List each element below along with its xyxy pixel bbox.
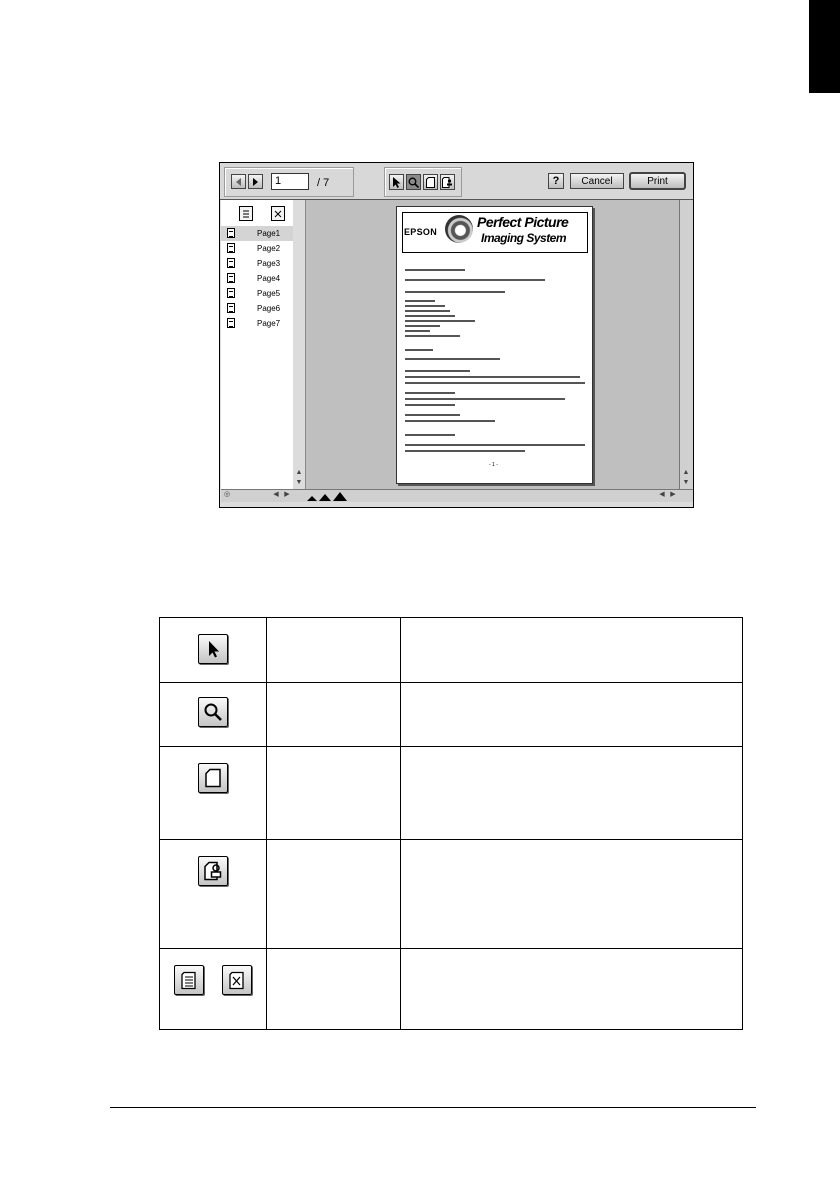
text-line [405,305,445,307]
icon-cell [160,949,267,1030]
page-tool-button[interactable] [423,174,438,190]
page-list-label: Page7 [257,319,281,328]
text-line [405,349,433,351]
brand-title-line-1: Perfect Picture [477,214,569,230]
text-line [405,330,430,332]
page-list-item[interactable] [221,226,293,241]
text-line [405,434,455,436]
text-line [405,315,455,317]
icon-cell [160,747,267,840]
text-line [405,279,545,281]
page-number-input[interactable]: 1 [271,173,309,190]
zoom-magnifier-icon [408,177,419,188]
scroll-left-arrow-icon[interactable]: ◀ [659,491,665,498]
remove-page-icon [222,965,252,995]
description-cell [401,840,743,949]
scroll-right-arrow-icon[interactable]: ▶ [670,491,676,498]
page-list [221,226,293,331]
text-line [405,300,435,302]
zoom-magnifier-icon [198,697,228,727]
footer-rule [110,1107,756,1108]
text-line [405,404,455,406]
page-total-label: / 7 [317,177,330,189]
page-list-label: Page2 [257,244,281,253]
table-row [160,747,743,840]
text-line [405,310,450,312]
text-line [405,269,465,271]
text-line [405,398,565,400]
page-thumbnail-icon [227,303,235,313]
sidebar-scrollbar[interactable] [293,200,306,489]
preview-page-number: - 1 - [489,462,498,468]
arrow-pointer-icon [392,177,401,188]
page-list-label: Page4 [257,274,281,283]
page-thumbnail-icon [227,228,235,238]
name-cell [267,949,401,1030]
text-line [405,325,440,327]
cancel-button[interactable]: Cancel [570,173,624,189]
remove-page-glyph [272,207,284,220]
scroll-left-arrow-icon[interactable]: ◀ [273,491,279,498]
text-line [405,335,460,337]
previous-page-button[interactable] [231,174,246,189]
preview-vertical-scrollbar[interactable] [679,200,693,489]
preview-page [396,206,593,484]
tool-group [384,167,462,197]
text-line [405,370,470,372]
toolbar-reference-table [159,617,743,1030]
table-row [160,683,743,747]
page-list-item[interactable] [221,316,293,331]
page-thumbnail-icon [227,243,235,253]
page-icon [426,177,435,188]
resize-grip-icon[interactable]: ◎ [223,491,231,498]
page-list-item[interactable] [221,286,293,301]
name-cell [267,747,401,840]
name-cell [267,683,401,747]
preview-area [306,200,679,489]
name-cell [267,840,401,949]
scroll-down-arrow-icon[interactable]: ▼ [682,479,690,486]
chapter-tab [809,0,840,93]
epson-logo-text: EPSON [404,227,438,237]
add-page-glyph [240,207,252,220]
add-page-icon[interactable] [239,206,253,221]
arrow-left-icon [236,178,241,186]
description-cell [401,747,743,840]
next-page-button[interactable] [248,174,263,189]
scroll-up-arrow-icon[interactable]: ▲ [682,469,690,476]
description-cell [401,618,743,683]
page-thumbnail-sidebar [221,200,294,500]
page-list-label: Page1 [257,229,281,238]
horizontal-scrollbar-bar [221,489,693,502]
page-stamp-icon [442,177,453,188]
zoom-tool-button[interactable] [406,174,421,190]
scroll-down-arrow-icon[interactable]: ▼ [295,479,303,486]
arrow-right-icon [253,178,258,186]
page-list-item[interactable] [221,271,293,286]
description-cell [401,949,743,1030]
description-cell [401,683,743,747]
page-thumbnail-icon [227,288,235,298]
table-row [160,840,743,949]
name-cell [267,618,401,683]
print-button[interactable]: Print [629,172,686,190]
icon-cell [160,840,267,949]
page-list-label: Page6 [257,304,281,313]
text-line [405,444,585,446]
text-line [405,382,585,384]
page-list-label: Page5 [257,289,281,298]
arrow-pointer-icon [198,634,228,664]
page-thumbnail-icon [227,318,235,328]
page-thumbnail-icon [227,258,235,268]
page-thumbnail-icon [227,273,235,283]
scroll-right-arrow-icon[interactable]: ▶ [284,491,290,498]
arrow-tool-button[interactable] [389,174,404,190]
text-line [405,414,460,416]
table-row [160,618,743,683]
text-line [405,392,455,394]
help-button[interactable]: ? [548,173,564,189]
brand-title-line-2: Imaging System [481,231,567,245]
scroll-up-arrow-icon[interactable]: ▲ [295,469,303,476]
page-list-item[interactable] [221,301,293,316]
print-preview-window [219,162,694,508]
text-line [405,420,495,422]
text-line [405,450,525,452]
icon-cell [160,618,267,683]
text-line [405,291,505,293]
page-navigation-group [224,167,354,197]
text-line [405,320,475,322]
stamp-tool-button[interactable] [440,174,455,190]
page-list-item[interactable] [221,241,293,256]
page-icon [198,763,228,793]
header-box [402,212,588,253]
page-list-item[interactable] [221,256,293,271]
page-list-label: Page3 [257,259,281,268]
page-stamp-icon [198,856,228,886]
add-page-icon [174,965,204,995]
text-line [405,376,580,378]
toolbar [220,163,693,200]
icon-cell [160,683,267,747]
remove-page-icon[interactable] [271,206,285,221]
zoom-mountain-icons[interactable] [307,491,347,501]
sidebar-icon-row [221,204,293,224]
table-row [160,949,743,1030]
text-line [405,358,500,360]
